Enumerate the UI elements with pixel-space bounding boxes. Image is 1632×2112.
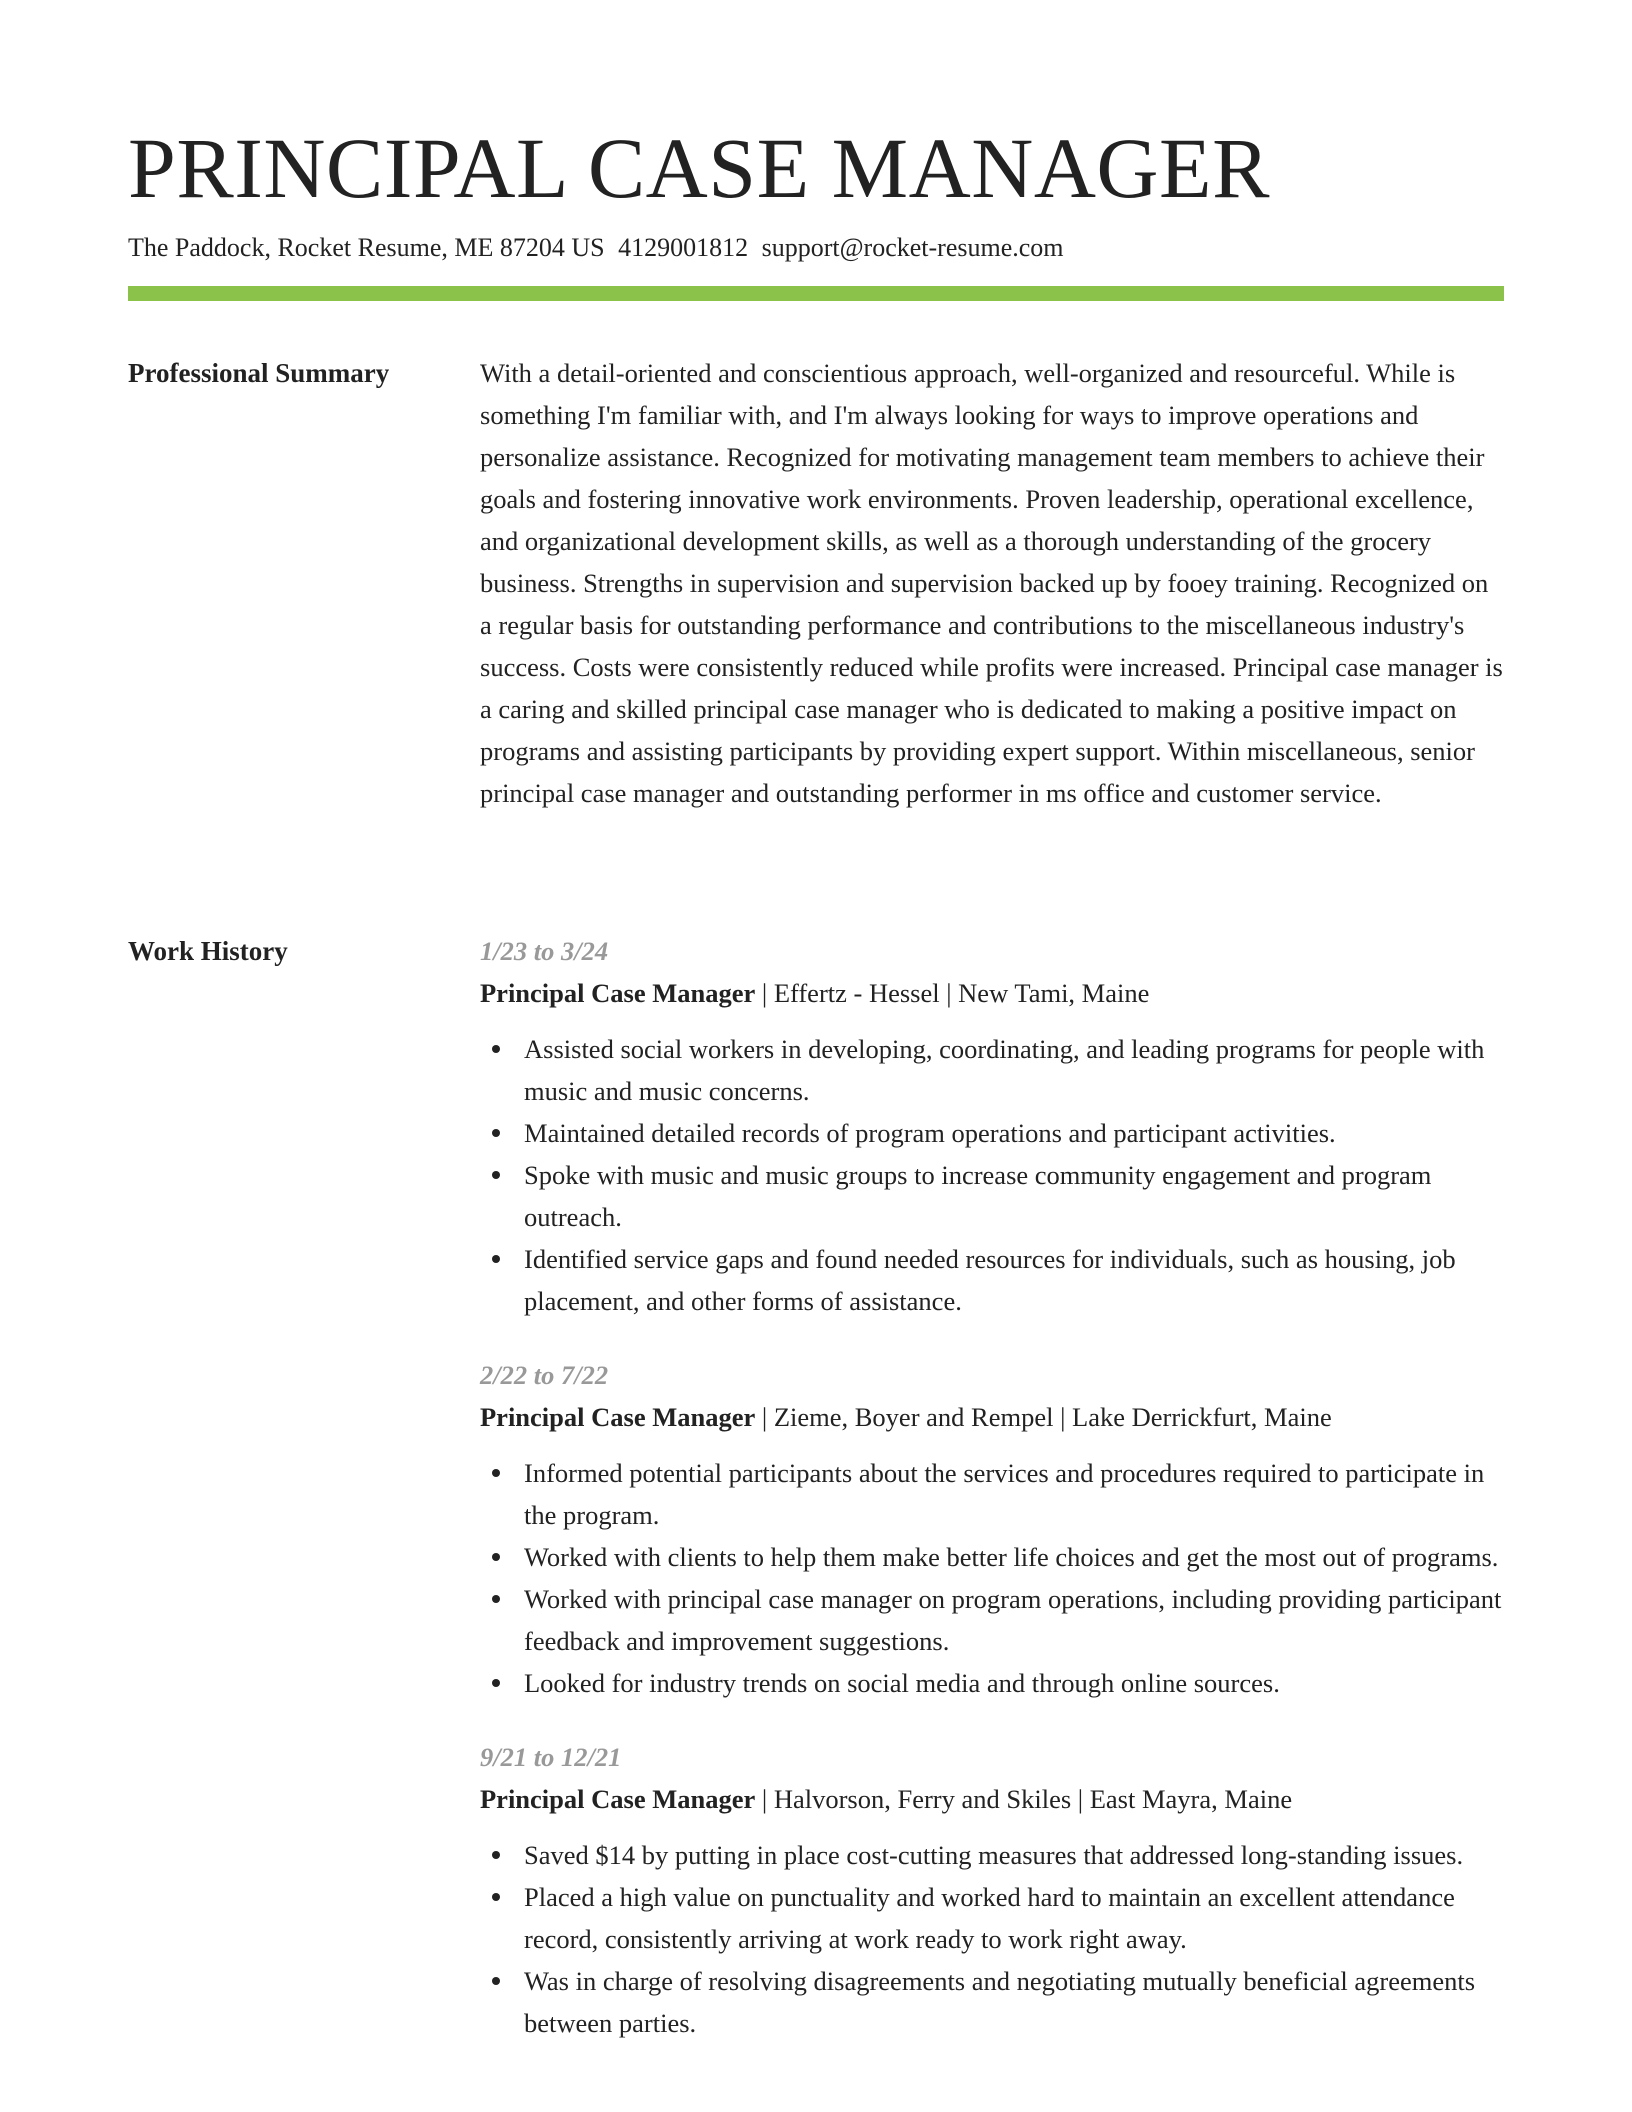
job-title: Principal Case Manager [480,978,756,1008]
section-body [480,352,1504,814]
job-bullet-text: Worked with clients to help them make better life choices and get the most out of programs. [524,1542,1499,1572]
bullet-dot-icon [492,1679,500,1687]
job-bullet [480,1876,1504,1960]
job-bullet-list [480,1028,1504,1322]
job-bullet [480,1154,1504,1238]
accent-divider [128,286,1504,301]
bullet-dot-icon [492,1851,500,1859]
job-bullet-text: Placed a high value on punctuality and worked hard to maintain an excellent attendance record, consistently arriving at work ready to work right away. [524,1882,1455,1954]
job-bullet-list [480,1452,1504,1704]
work-history-list [480,930,1504,2076]
section-label: Professional Summary [128,358,390,388]
job-bullet-text: Was in charge of resolving disagreements and negotiating mutually beneficial agreements between parties. [524,1966,1476,2038]
job-employer-location: | Zieme, Boyer and Rempel | Lake Derrickfurt, Maine [755,1402,1332,1432]
bullet-dot-icon [492,1595,500,1603]
bullet-dot-icon [492,1977,500,1985]
job-bullet-text: Informed potential participants about the services and procedures required to participate in the program. [524,1458,1485,1530]
job-bullet [480,1960,1504,2044]
job-title: Principal Case Manager [480,1784,756,1814]
job-dates: 2/22 to 7/22 [480,1360,609,1390]
job-bullet [480,1112,1504,1154]
job-bullet-text: Spoke with music and music groups to increase community engagement and program outreach. [524,1160,1432,1232]
job-bullet-text: Looked for industry trends on social media and through online sources. [524,1668,1280,1698]
job-bullet [480,1028,1504,1112]
job-bullet-text: Assisted social workers in developing, coordinating, and leading programs for people with music and music concerns. [524,1034,1485,1106]
job-bullet-text: Maintained detailed records of program operations and participant activities. [524,1118,1336,1148]
contact-email: support@rocket-resume.com [761,233,1064,262]
job-bullet [480,1536,1504,1578]
job-entry [480,930,1504,1322]
job-bullet-text: Identified service gaps and found needed resources for individuals, such as housing, job placement, and other forms of assistance. [524,1244,1456,1316]
job-entry [480,1354,1504,1704]
bullet-dot-icon [492,1553,500,1561]
bullet-dot-icon [492,1255,500,1263]
job-heading [480,1778,1504,1820]
job-bullet [480,1578,1504,1662]
job-bullet [480,1238,1504,1322]
resume-header [128,118,1504,266]
job-bullet [480,1834,1504,1876]
section-label: Work History [128,936,288,966]
contact-line [128,230,1504,266]
job-bullet [480,1662,1504,1704]
job-dates: 1/23 to 3/24 [480,936,609,966]
job-title: Principal Case Manager [480,1402,756,1432]
bullet-dot-icon [492,1129,500,1137]
job-heading [480,1396,1504,1438]
job-employer-location: | Effertz - Hessel | New Tami, Maine [755,978,1150,1008]
job-bullet-text: Saved $14 by putting in place cost-cutting measures that addressed long-standing issues. [524,1840,1464,1870]
bullet-dot-icon [492,1171,500,1179]
contact-phone: 4129001812 [618,233,749,262]
job-entry [480,1736,1504,2044]
job-dates: 9/21 to 12/21 [480,1742,622,1772]
job-bullet [480,1452,1504,1536]
job-bullet-list [480,1834,1504,2044]
job-employer-location: | Halvorson, Ferry and Skiles | East Mayra, Maine [755,1784,1293,1814]
bullet-dot-icon [492,1469,500,1477]
summary-text: With a detail-oriented and conscientious approach, well-organized and resourceful. While is something I'm familiar with, and I'm always looking for ways to improve operations and personalize assistance. Recognized for motivating management team members to achieve their goals and fostering innovative work environments. Proven leadership, operational excellence, and organizational development skills, as well as a thorough understanding of the grocery business. Strengths in supervision and supervision backed up by fooey training. Recognized on a regular basis for outstanding performance and contributions to the miscellaneous industry's success. Costs were consistently reduced while profits were increased. Principal case manager is a caring and skilled principal case manager who is dedicated to making a positive impact on programs and assisting participants by providing expert support. Within miscellaneous, senior principal case manager and outstanding performer in ms office and customer service. [480,358,1503,808]
candidate-title: PRINCIPAL CASE MANAGER [128,120,1270,216]
bullet-dot-icon [492,1045,500,1053]
job-bullet-text: Worked with principal case manager on program operations, including providing participant feedback and improvement suggestions. [524,1584,1502,1656]
job-heading [480,972,1504,1014]
contact-address: The Paddock, Rocket Resume, ME 87204 US [128,233,605,262]
bullet-dot-icon [492,1893,500,1901]
